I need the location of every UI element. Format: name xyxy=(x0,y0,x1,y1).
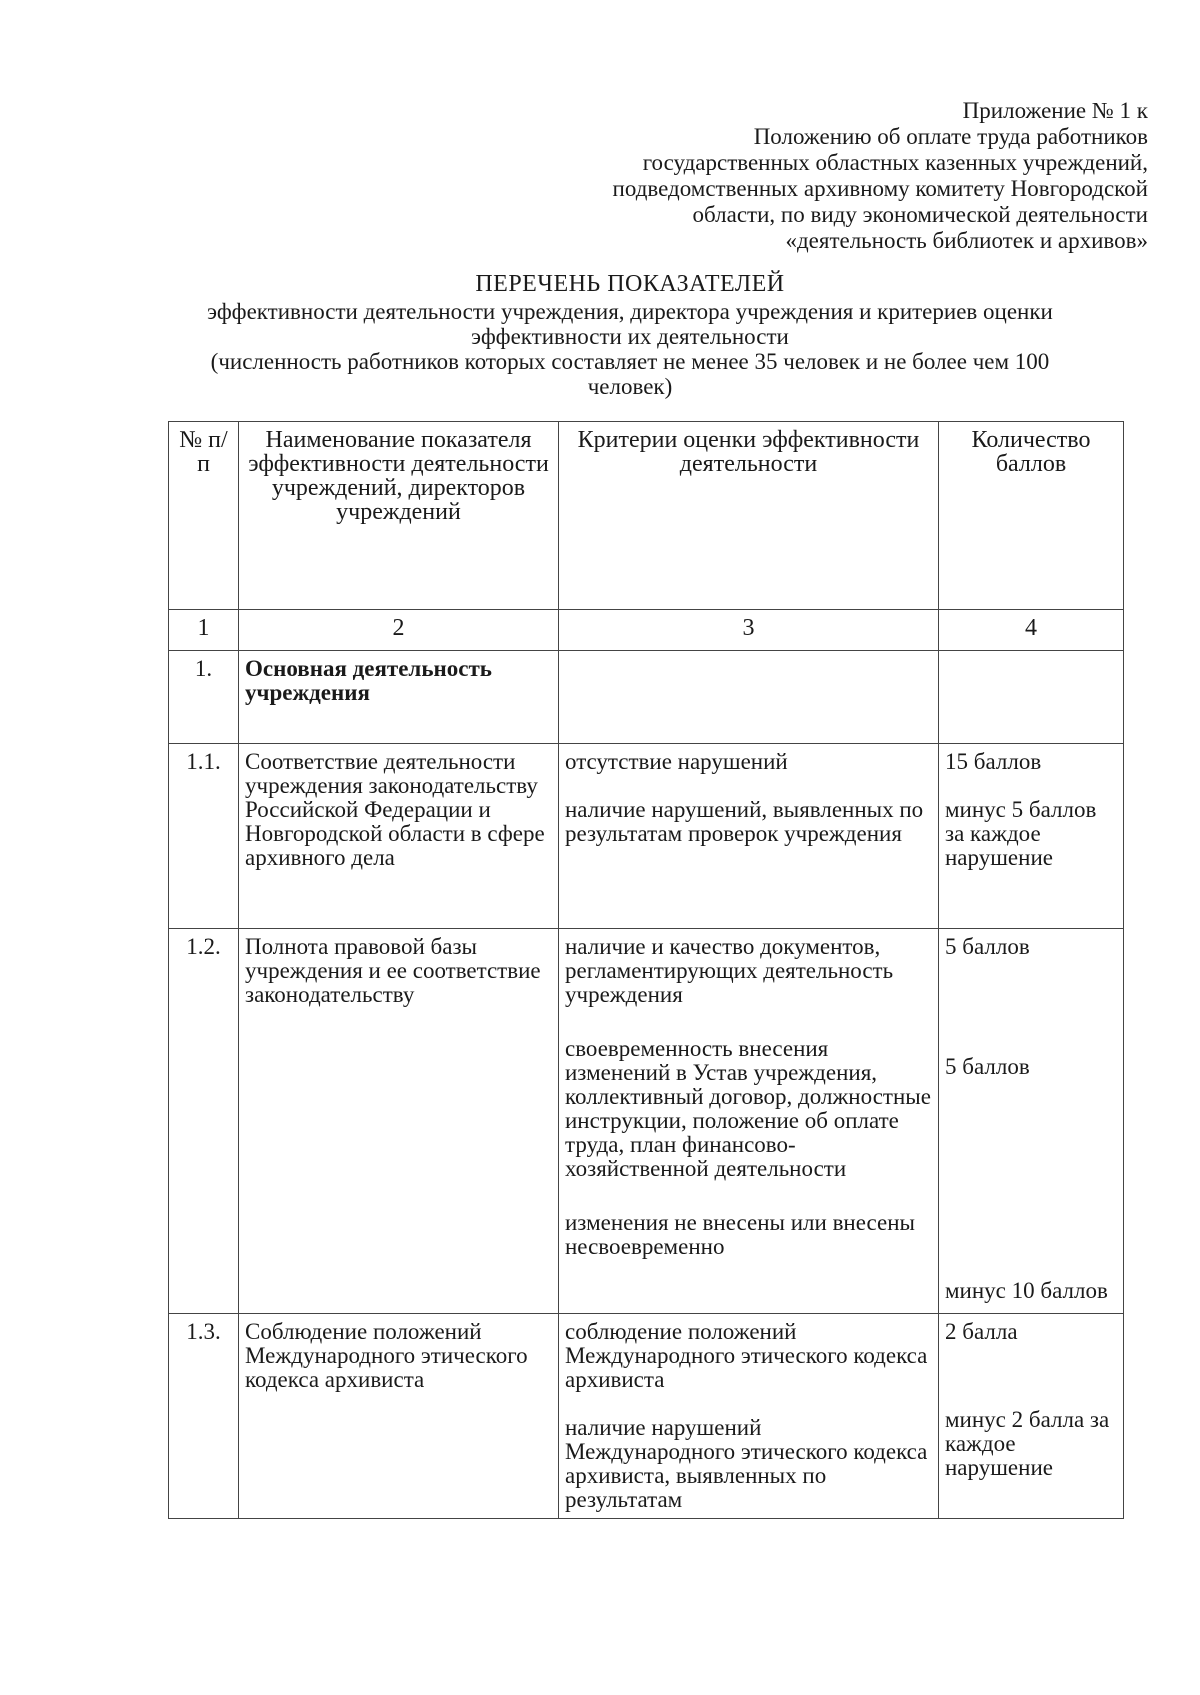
column-numbers-row xyxy=(169,610,1124,651)
appendix-line: государственных областных казенных учреждений, xyxy=(642,150,1148,175)
empty-cell xyxy=(939,651,1124,744)
criterion: отсутствие нарушений xyxy=(565,749,788,774)
title-subtitle-line: эффективности их деятельности xyxy=(471,324,789,349)
appendix-line: Положению об оплате труда работников xyxy=(753,124,1148,149)
column-number: 4 xyxy=(939,610,1124,651)
section-number: 1. xyxy=(169,651,239,744)
title-subtitle-line: эффективности деятельности учреждения, директора учреждения и критериев оценки xyxy=(207,299,1053,324)
appendix-line: «деятельность библиотек и архивов» xyxy=(785,228,1148,253)
appendix-line: подведомственных архивному комитету Новгородской xyxy=(612,176,1148,201)
title-subtitle-line: (численность работников которых составляет не менее 35 человек и не более чем 100 xyxy=(210,349,1050,374)
document-title xyxy=(150,272,1110,399)
indicators-table xyxy=(168,421,1124,1519)
points-value: 5 баллов xyxy=(945,1054,1030,1079)
row-points xyxy=(939,744,1124,929)
appendix-reference xyxy=(508,98,1148,254)
title-heading: ПЕРЕЧЕНЬ ПОКАЗАТЕЛЕЙ xyxy=(475,271,785,297)
row-number: 1.3. xyxy=(169,1314,239,1519)
criterion: наличие и качество документов, регламентирующих деятельность учреждения xyxy=(565,934,894,1007)
points-value: минус 10 баллов xyxy=(945,1278,1108,1303)
column-number: 2 xyxy=(239,610,559,651)
header-points: Количество баллов xyxy=(939,422,1124,610)
header-criteria: Критерии оценки эффективности деятельности xyxy=(559,422,939,610)
row-indicator-name: Соблюдение положений Международного этического кодекса архивиста xyxy=(239,1314,559,1519)
points-value: 15 баллов xyxy=(945,749,1042,774)
criterion: соблюдение положений Международного этического кодекса архивиста xyxy=(565,1319,928,1392)
column-number: 1 xyxy=(169,610,239,651)
section-row xyxy=(169,651,1124,744)
empty-cell xyxy=(559,651,939,744)
table-header-row xyxy=(169,422,1124,610)
criterion: наличие нарушений, выявленных по результатам проверок учреждения xyxy=(565,797,924,846)
points-value: минус 5 баллов за каждое нарушение xyxy=(945,797,1097,870)
points-value: 5 баллов xyxy=(945,934,1030,959)
row-points xyxy=(939,929,1124,1314)
row-indicator-name: Соответствие деятельности учреждения законодательству Российской Федерации и Новгородской области в сфере архивного дела xyxy=(239,744,559,929)
table-row xyxy=(169,1314,1124,1519)
section-name: Основная деятельность учреждения xyxy=(239,651,559,744)
criterion: изменения не внесены или внесены несвоевременно xyxy=(565,1210,915,1259)
row-number: 1.1. xyxy=(169,744,239,929)
row-criteria xyxy=(559,929,939,1314)
row-points xyxy=(939,1314,1124,1519)
table-row xyxy=(169,929,1124,1314)
table-row xyxy=(169,744,1124,929)
points-value: минус 2 балла за каждое нарушение xyxy=(945,1407,1110,1480)
criterion: своевременность внесения изменений в Устав учреждения, коллективный договор, должностные инструкции, положение об оплате труда, план финансово-хозяйственной деятельности xyxy=(565,1036,931,1181)
header-number: № п/п xyxy=(169,422,239,610)
row-number: 1.2. xyxy=(169,929,239,1314)
column-number: 3 xyxy=(559,610,939,651)
criterion: наличие нарушений Международного этического кодекса архивиста, выявленных по результатам xyxy=(565,1415,928,1512)
row-criteria xyxy=(559,744,939,929)
header-indicator-name: Наименование показателя эффективности деятельности учреждений, директоров учреждений xyxy=(239,422,559,610)
title-subtitle-line: человек) xyxy=(587,374,673,399)
row-indicator-name: Полнота правовой базы учреждения и ее соответствие законодательству xyxy=(239,929,559,1314)
appendix-line: области, по виду экономической деятельности xyxy=(692,202,1148,227)
points-value: 2 балла xyxy=(945,1319,1018,1344)
row-criteria xyxy=(559,1314,939,1519)
appendix-line: Приложение № 1 к xyxy=(962,98,1148,123)
